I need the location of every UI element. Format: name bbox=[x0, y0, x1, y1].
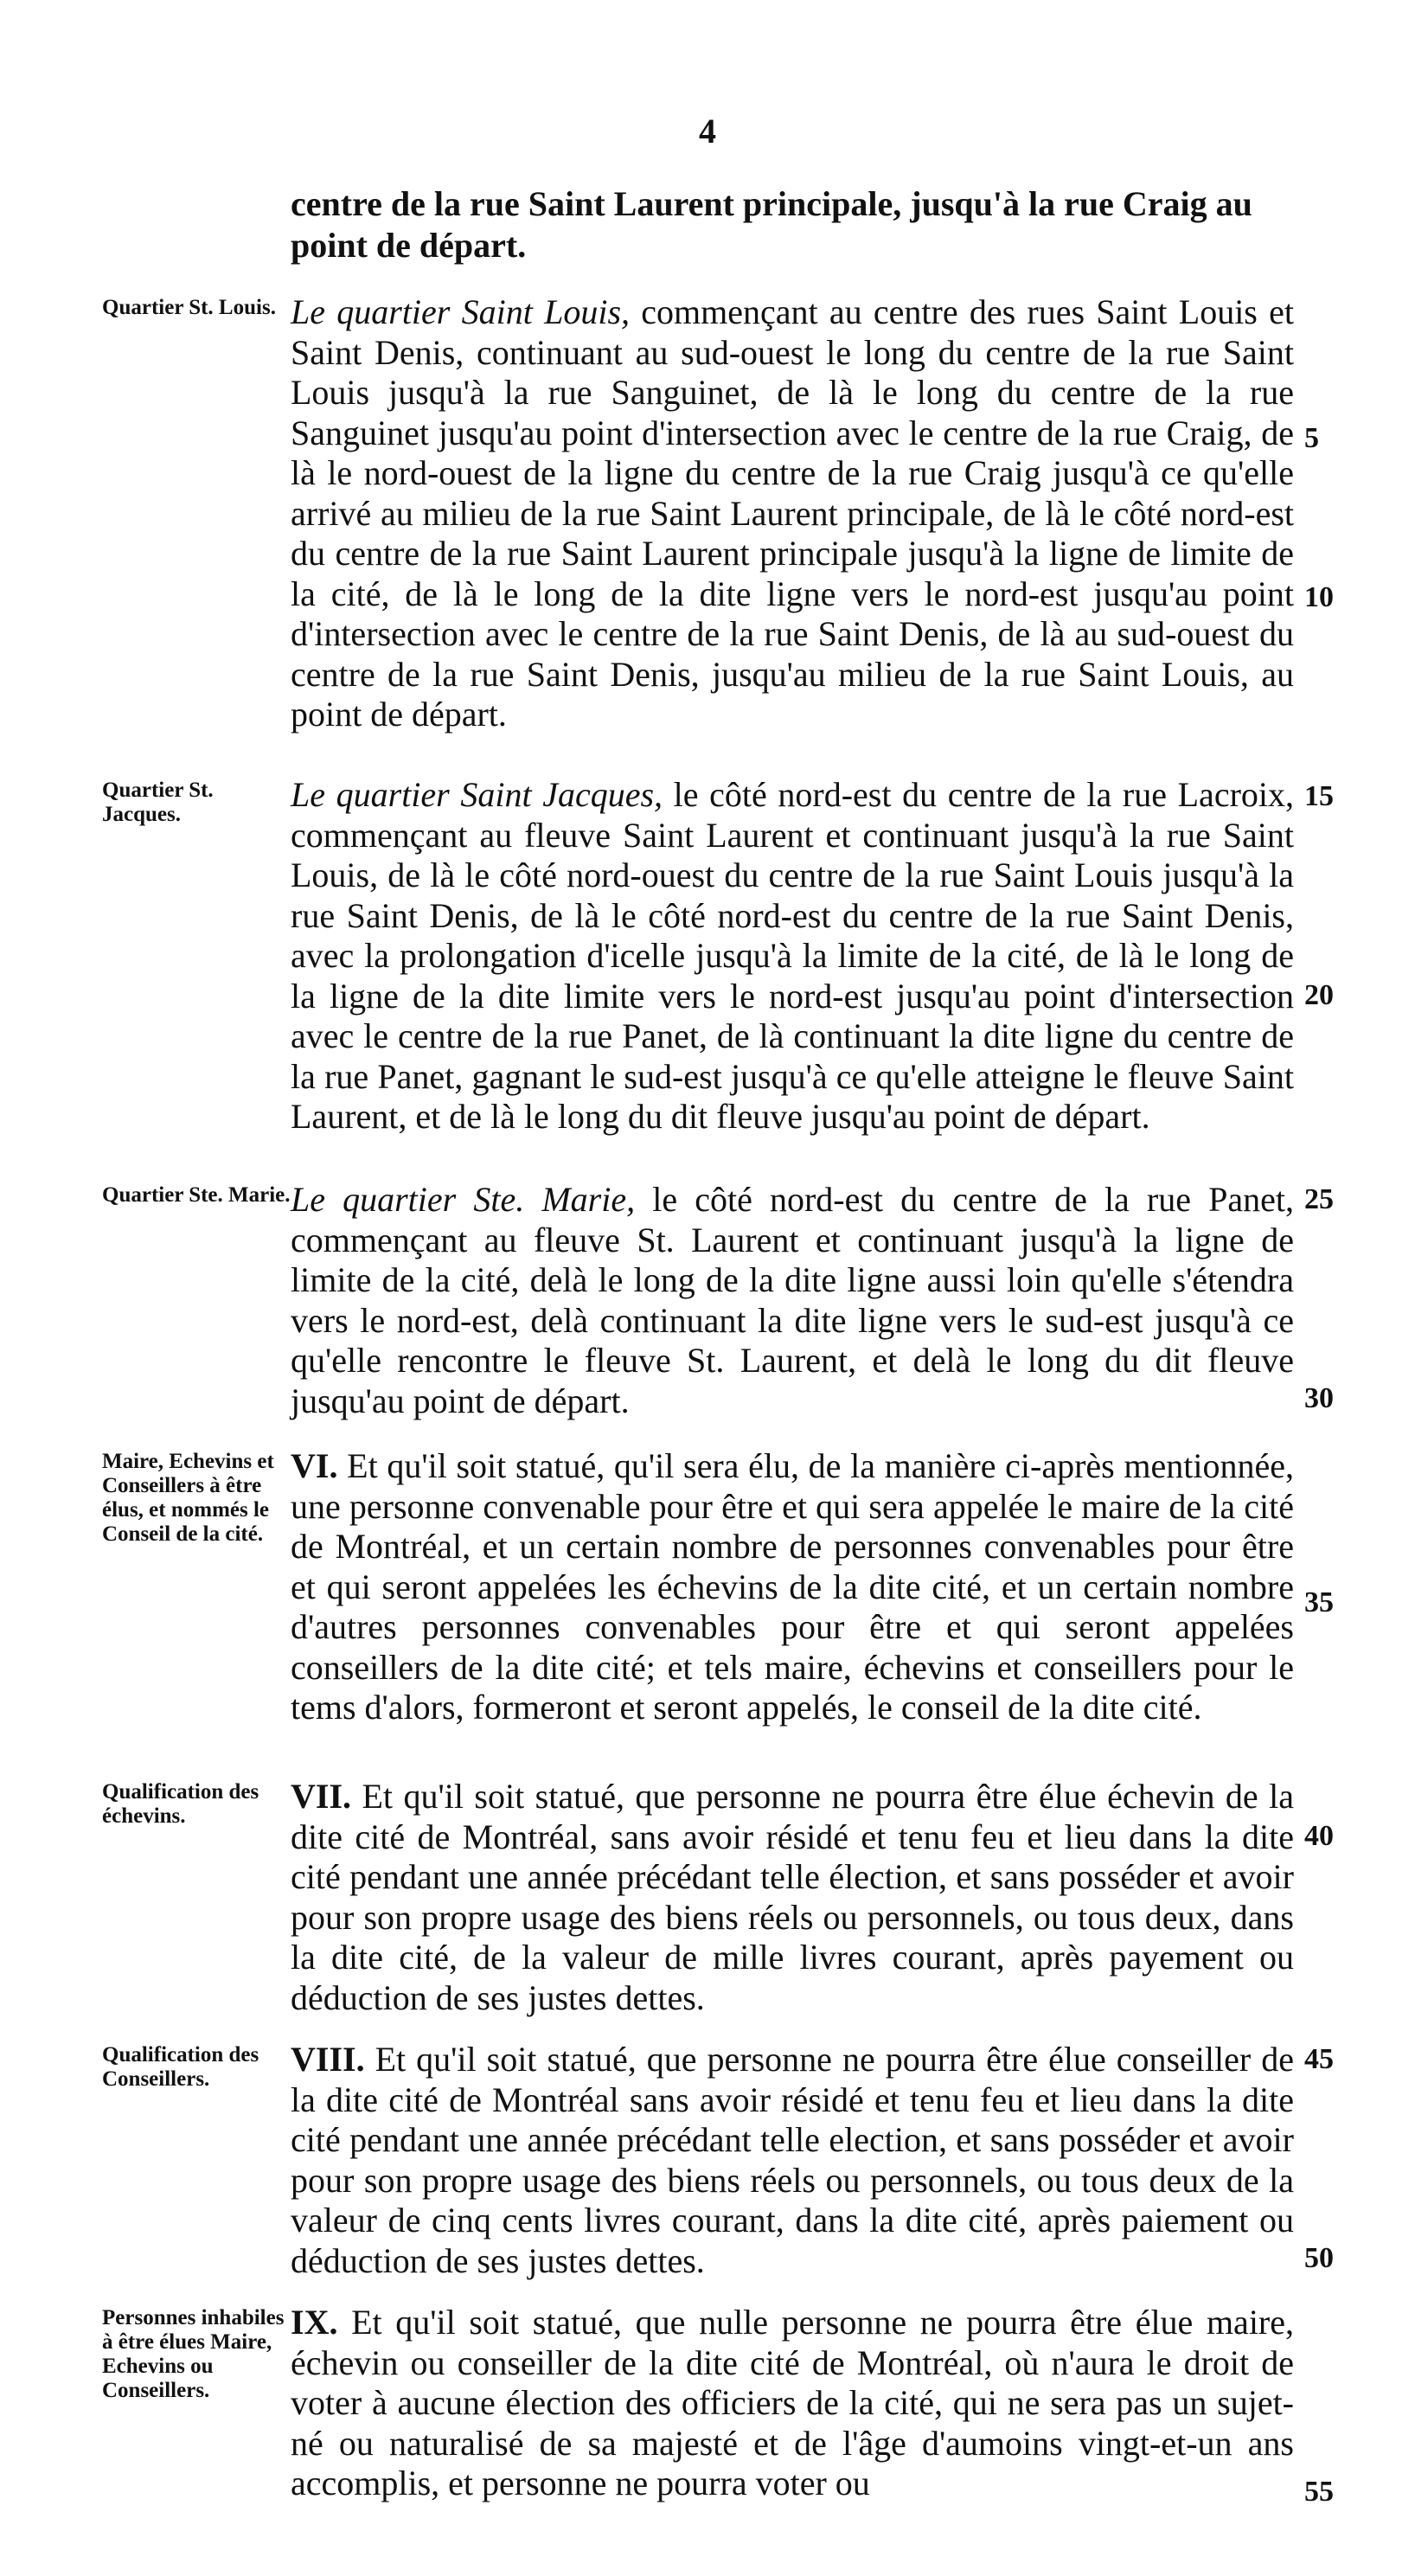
line-number: 45 bbox=[1304, 2043, 1334, 2075]
margin-note-echevins: Qualification des échevins. bbox=[102, 1780, 259, 1828]
paragraph-body: Et qu'il soit statué, que nulle personne ne pourra être élue maire, échevin ou conseiller de la dite cité de Montréal, où n'aura le droit de voter à aucune élection des officiers de la cité, qui ne sera pas un sujet-né ou naturalisé de sa majesté et de l'âge d'aumoins vingt-et-un ans accomplis, et personne ne pourra voter ou bbox=[291, 2303, 1294, 2502]
paragraph-vii bbox=[291, 1777, 1294, 2018]
paragraph-body: Et qu'il soit statué, qu'il sera élu, de la manière ci-après mentionnée, une personne convenable pour être et qui sera appelée le maire de la cité de Montréal, et un certain nombre de personnes convenables pour être et qui seront appelées les échevins de la dite cité, et un certain nombre d'autres personnes convenables pour être et qui seront appelées conseillers de la dite cité; et tels maire, échevins et conseillers pour le tems d'alors, formeront et seront appelés, le conseil de la dite cité. bbox=[291, 1446, 1294, 1727]
paragraph-ix bbox=[291, 2303, 1294, 2504]
paragraph-body: Et qu'il soit statué, que personne ne pourra être élue conseiller de la dite cité de Montréal sans avoir résidé et tenu feu et lieu dans la dite cité pendant une année précédant telle election, et sans posséder et avoir pour son propre usage des biens réels ou personnels, ou tous deux de la valeur de cinq cents livres courant, dans la dite cité, après paiement ou déduction de ses justes dettes. bbox=[291, 2040, 1294, 2280]
line-number: 15 bbox=[1304, 780, 1334, 812]
paragraph-st-jacques bbox=[291, 775, 1294, 1137]
paragraph-body: commençant au centre des rues Saint Louis et Saint Denis, continuant au sud-ouest le long du centre de la rue Saint Louis jusqu'à la rue Sanguinet, de là le long du centre de la rue Sanguinet jusqu'au point d'intersection avec le centre de la rue Craig, de là le nord-ouest de la ligne du centre de la rue Craig jusqu'à ce qu'elle arrivé au milieu de la rue Saint Laurent principale, de là le côté nord-est du centre de la rue Saint Laurent principale jusqu'à la ligne de limite de la cité, de là le long de la dite ligne vers le nord-est jusqu'au point d'intersection avec le centre de la rue Saint Denis, de là au sud-ouest du centre de la rue Saint Denis, jusqu'au milieu de la rue Saint Louis, au point de départ. bbox=[291, 292, 1294, 734]
margin-note-ste-marie: Quartier Ste. Marie. bbox=[102, 1183, 291, 1207]
margin-note-maire: Maire, Echevins et Conseillers à être élus, et nommés le Conseil de la cité. bbox=[102, 1450, 274, 1546]
line-number: 20 bbox=[1304, 979, 1334, 1011]
section-number: VII. bbox=[291, 1777, 352, 1816]
opening-paragraph: centre de la rue Saint Laurent principale, jusqu'à la rue Craig au point de départ. bbox=[291, 184, 1252, 265]
line-number: 10 bbox=[1304, 581, 1334, 613]
line-number: 35 bbox=[1304, 1586, 1334, 1618]
line-number: 50 bbox=[1304, 2242, 1334, 2274]
margin-note-st-jacques: Quartier St. Jacques. bbox=[102, 779, 214, 826]
line-number: 55 bbox=[1304, 2476, 1334, 2508]
paragraph-lead: Le quartier Ste. Marie, bbox=[291, 1180, 636, 1219]
paragraph-ste-marie bbox=[291, 1180, 1294, 1421]
paragraph-lead: Le quartier Saint Louis, bbox=[291, 292, 631, 331]
line-number: 30 bbox=[1304, 1382, 1334, 1414]
margin-note-personnes: Personnes inhabiles à être élues Maire, Echevins ou Conseillers. bbox=[102, 2306, 285, 2402]
section-number: VIII. bbox=[291, 2040, 365, 2079]
margin-note-st-louis: Quartier St. Louis. bbox=[102, 296, 276, 319]
paragraph-st-louis bbox=[291, 292, 1294, 735]
page-number: 4 bbox=[699, 112, 716, 151]
paragraph-vi bbox=[291, 1446, 1294, 1728]
paragraph-body: le côté nord-est du centre de la rue Panet, commençant au fleuve St. Laurent et continuant jusqu'à la ligne de limite de la cité, delà le long de la dite ligne aussi loin qu'elle s'étendra vers le nord-est, delà continuant la dite ligne vers le sud-est jusqu'à ce qu'elle rencontre le fleuve St. Laurent, et delà le long du dit fleuve jusqu'au point de départ. bbox=[291, 1180, 1294, 1420]
paragraph-body: le côté nord-est du centre de la rue Lacroix, commençant au fleuve Saint Laurent et continuant jusqu'à la rue Saint Louis, de là le côté nord-ouest du centre de la rue Saint Louis jusqu'à la rue Saint Denis, de là le côté nord-est du centre de la rue Saint Denis, avec la prolongation d'icelle jusqu'à la limite de la cité, de là le long de la ligne de la dite limite vers le nord-est jusqu'au point d'intersection avec le centre de la rue Panet, de là continuant la dite ligne du centre de la rue Panet, gagnant le sud-est jusqu'à ce qu'elle atteigne le fleuve Saint Laurent, et de là le long du dit fleuve jusqu'au point de départ. bbox=[291, 775, 1294, 1136]
section-number: VI. bbox=[291, 1446, 338, 1485]
margin-note-conseillers: Qualification des Conseillers. bbox=[102, 2043, 259, 2091]
line-number: 25 bbox=[1304, 1183, 1334, 1215]
paragraph-lead: Le quartier Saint Jacques, bbox=[291, 775, 663, 814]
paragraph-body: Et qu'il soit statué, que personne ne pourra être élue échevin de la dite cité de Montréal, sans avoir résidé et tenu feu et lieu dans la dite cité pendant une année précédant telle élection, et sans posséder et avoir pour son propre usage des biens réels ou personnels, ou tous deux, dans la dite cité, de la valeur de mille livres courant, après payement ou déduction de ses justes dettes. bbox=[291, 1777, 1294, 2017]
line-number: 5 bbox=[1304, 422, 1319, 454]
line-number: 40 bbox=[1304, 1820, 1334, 1852]
section-number: IX. bbox=[291, 2303, 338, 2342]
paragraph-viii bbox=[291, 2040, 1294, 2281]
